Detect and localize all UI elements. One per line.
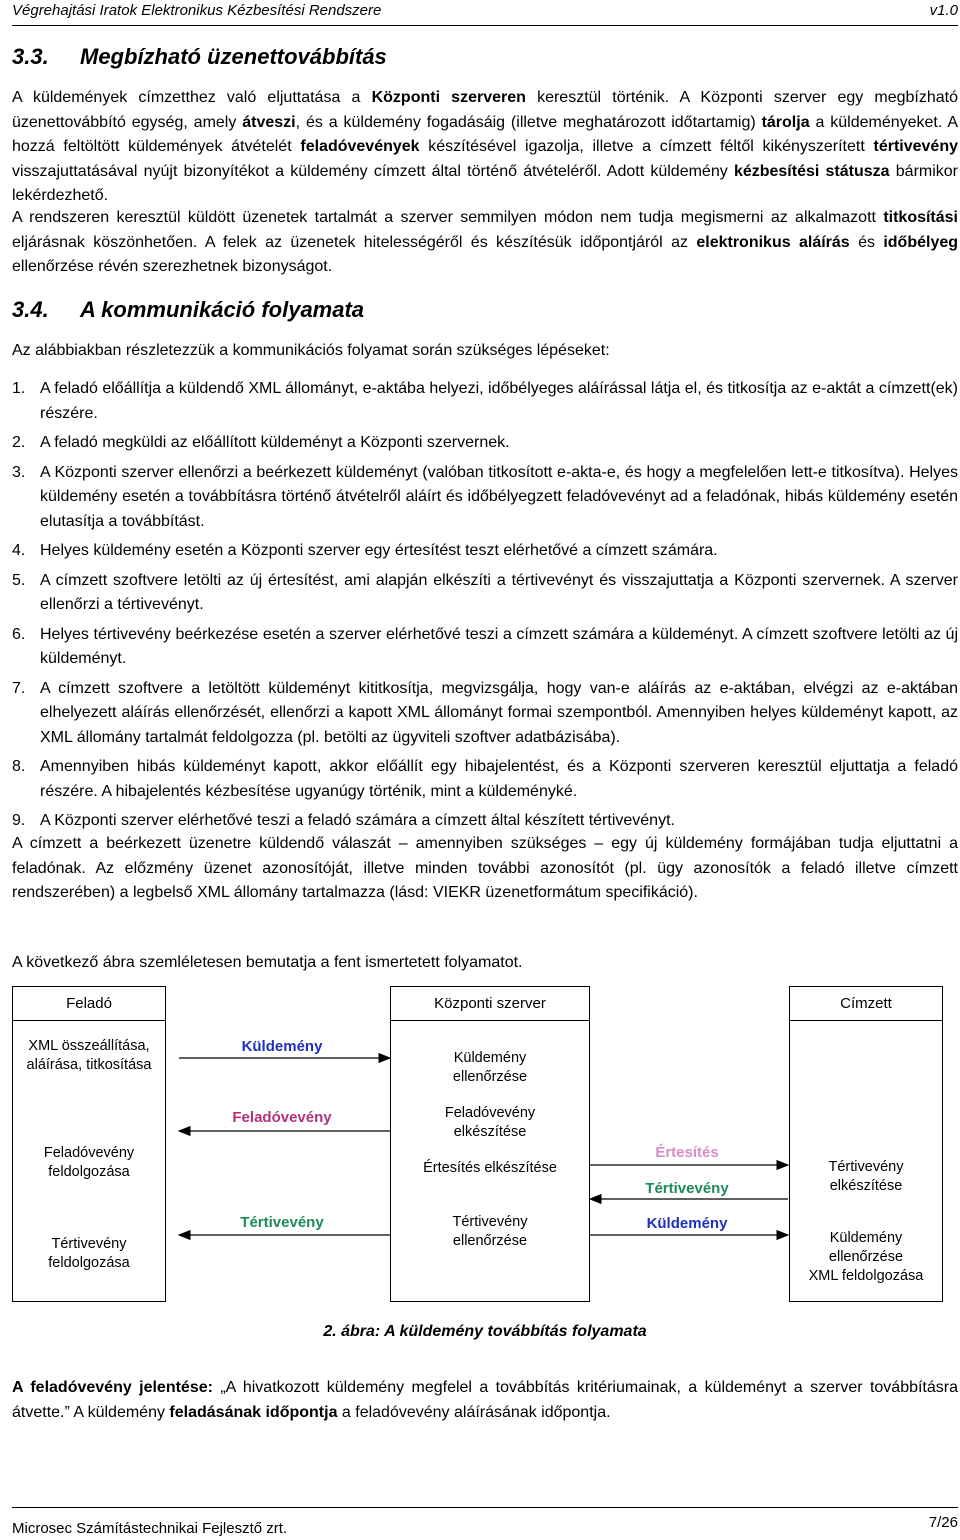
label-kuldemeny-1: Küldemény (241, 1038, 323, 1055)
s33-paragraph-1-block (12, 86, 958, 209)
section-3-3-heading (12, 44, 387, 70)
list-item (12, 377, 958, 426)
page-footer (12, 1507, 958, 1540)
s34-intro: Az alábbiakban részletezzük a kommunikációs folyamat során szükséges lépéseket: (12, 342, 610, 359)
step-text: A címzett szoftvere a letöltött küldeményt kititkosítja, megvizsgálja, hogy van-e aláírás az e-aktában, elvégzi az e-aktában elhelyezett aláírás ellenőrzését, ellenőrzi a kapott XML állományt formai szempontból. Amennyiben helyes küldeményt kapott, az XML állomány tartalmát feldolgozza (pl. betölti az ügyviteli szoftver adatbázisába). (40, 679, 958, 746)
kozponti-cell-1: Küldemény ellenőrzése (452, 1050, 528, 1085)
lane-kozponti-szerver (390, 986, 590, 1302)
s34-intro-block (12, 339, 958, 364)
after-paragraph: A címzett a beérkezett üzenetre küldendő válaszát – amennyiben szükséges – egy új küldemény formájában tudja eljuttatni a feladónak. Az előzmény üzenet azonosítóját, illetve minden további azonosítót (pl. ügy azonosítók a feladó illetve címzett rendszerében) a legbelső XML állomány tartalmazza (lásd: VIEKR üzenetformátum specifikáció). (12, 835, 958, 901)
felado-cell-1: XML összeállítása, aláírása, titkosítása (26, 1038, 152, 1073)
label-tertivevény-2: Tértivevény (645, 1180, 729, 1197)
step-text: Helyes tértivevény beérkezése esetén a szerver elérhetővé teszi a címzett számára a küldeményt. A címzett szoftvere letölti az új küldeményt. (40, 625, 958, 667)
label-tertivevény-1: Tértivevény (240, 1214, 324, 1231)
s33-paragraph-2-block (12, 206, 958, 280)
list-item (12, 569, 958, 618)
steps-block (12, 377, 958, 839)
footer-page-number: 7/26 (928, 1514, 958, 1531)
lane-header: Feladó (13, 987, 165, 1021)
kozponti-cell-3: Értesítés elkészítése (423, 1160, 557, 1176)
label-feladovevény: Feladóvevény (232, 1109, 332, 1126)
figure-intro-block (12, 951, 958, 976)
list-item (12, 431, 958, 456)
list-item (12, 623, 958, 672)
step-number: 1. (12, 380, 26, 397)
step-text: A Központi szerver elérhetővé teszi a feladó számára a címzett által készített tértivevényt. (40, 812, 675, 829)
section-number: 3.4. (12, 297, 49, 322)
header-title: Végrehajtási Iratok Elektronikus Kézbesítési Rendszere (12, 2, 382, 19)
header-version: v1.0 (929, 2, 958, 19)
felado-cell-2: Feladóvevény feldolgozása (43, 1145, 135, 1180)
figure-caption: 2. ábra: A küldemény továbbítás folyamata (323, 1323, 647, 1340)
step-number: 8. (12, 758, 26, 775)
lane-header: Központi szerver (391, 987, 589, 1021)
felado-cell-3: Tértivevény feldolgozása (48, 1236, 130, 1271)
step-number: 4. (12, 542, 26, 559)
cimzett-cell-2: Küldemény ellenőrzése XML feldolgozása (808, 1230, 924, 1284)
list-item (12, 809, 958, 834)
step-number: 3. (12, 463, 26, 481)
section-3-4-heading (12, 297, 364, 323)
definition-block (12, 1376, 958, 1425)
section-number: 3.3. (12, 44, 49, 69)
section-title: A kommunikáció folyamata (80, 297, 365, 322)
figure-intro: A következő ábra szemléletesen bemutatja a fent ismertetett folyamatot. (12, 954, 523, 971)
lane-header: Címzett (790, 987, 942, 1021)
label-ertesites: Értesítés (655, 1144, 719, 1161)
step-text: A Központi szerver ellenőrzi a beérkezett küldeményt (valóban titkosított e-akta-e, és hogy a megfelelően lett-e titkosítva). Helyes küldemény esetén a továbbításra történő átvételről aláírt és időbélyegzett feladóvevényt ad a feladónak, hibás küldemény esetén elutasítja a továbbítást. (40, 463, 958, 530)
steps-list (12, 377, 958, 834)
cimzett-cell-1: Tértivevény elkészítése (828, 1159, 904, 1194)
footer-company: Microsec Számítástechnikai Fejlesztő zrt. (12, 1520, 288, 1537)
step-text: Helyes küldemény esetén a Központi szerver egy értesítést teszt elérhetővé a címzett számára. (40, 542, 718, 559)
kozponti-cell-2: Feladóvevény elkészítése (444, 1105, 536, 1140)
step-number: 5. (12, 571, 26, 589)
step-number: 7. (12, 679, 26, 697)
step-text: Amennyiben hibás küldeményt kapott, akkor előállít egy hibajelentést, és a Központi szerveren keresztül eljuttatja a feladó részére. A hibajelentés kézbesítése ugyanúgy történik, mint a küldeményké. (40, 758, 958, 800)
step-text: A címzett szoftvere letölti az új értesítést, ami alapján elkészíti a tértivevényt és visszajuttatja a Központi szervernek. A szerver ellenőrzi a tértivevényt. (40, 571, 958, 613)
step-number: 9. (12, 812, 26, 829)
step-number: 6. (12, 625, 26, 643)
label-kuldemeny-2: Küldemény (646, 1215, 728, 1232)
s33-paragraph-2: A rendszeren keresztül küldött üzenetek tartalmát a szerver semmilyen módon nem tudja megismerni az alkalmazott titkosítási eljárásnak köszönhetően. A felek az üzenetek hitelességéről és készítésük időpontjáról az elektronikus aláírás és időbélyeg ellenőrzése révén szerezhetnek bizonyságot. (12, 209, 959, 275)
list-item (12, 539, 958, 564)
list-item (12, 755, 958, 804)
page-header (12, 0, 958, 26)
list-item (12, 461, 958, 535)
kozponti-cell-4: Tértivevény ellenőrzése (452, 1214, 528, 1249)
step-text: A feladó megküldi az előállított küldeményt a Központi szervernek. (40, 434, 510, 451)
list-item (12, 677, 958, 751)
section-title: Megbízható üzenettovábbítás (80, 44, 387, 69)
after-paragraph-block (12, 832, 958, 906)
definition-paragraph: A feladóvevény jelentése: „A hivatkozott küldemény megfelel a továbbítás kritériumainak, a küldeményt a szerver továbbításra átvette.” A küldemény feladásának időpontja a feladóvevény aláírásának időpontja. (12, 1379, 959, 1421)
step-text: A feladó előállítja a küldendő XML állományt, e-aktába helyezi, időbélyeges aláírással látja el, és titkosítja az e-aktát a címzett(ek) részére. (40, 380, 958, 422)
step-number: 2. (12, 434, 26, 451)
process-diagram (12, 983, 958, 1303)
s33-paragraph-1: A küldemények címzetthez való eljuttatása a Központi szerveren keresztül történik. A Központi szerver egy megbízható üzenettovábbító egység, amely átveszi, és a küldemény fogadásáig (illetve meghatározott időtartamig) tárolja a küldeményeket. A hozzá feltöltött küldemények átvételét feladóvevények készítésével igazolja, illetve a címzett féltől kikényszerített tértivevény visszajuttatásával nyújt bizonyítékot a küldemény címzett által történő átvételéről. Adott küldemény kézbesítési státusza bármikor lekérdezhető. (12, 89, 959, 204)
